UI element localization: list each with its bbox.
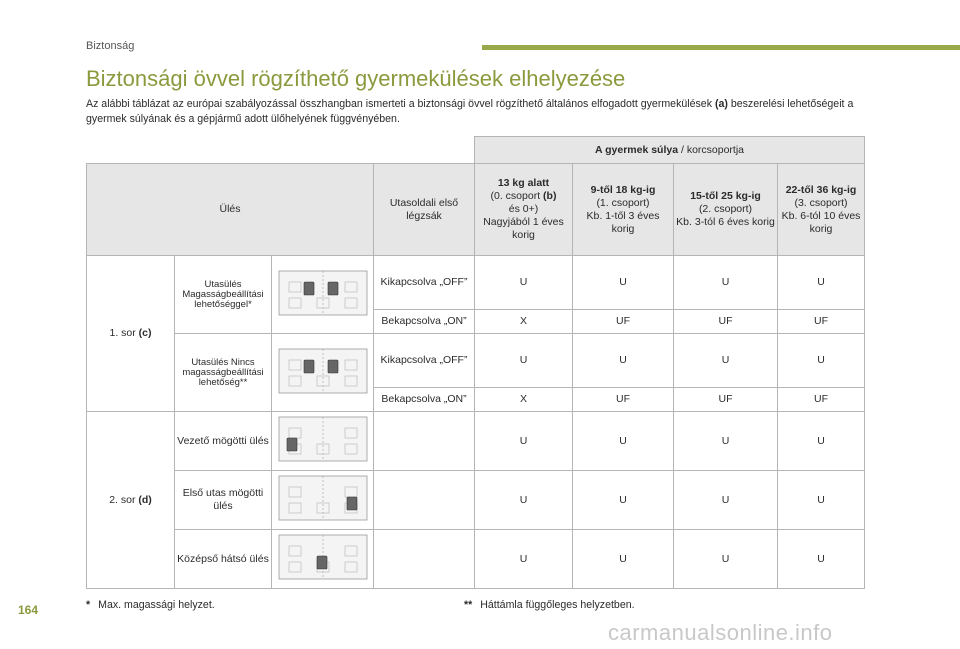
seat-value: U (573, 256, 674, 310)
car-seat-diagram-icon (275, 473, 371, 523)
seat-value: U (674, 530, 778, 589)
group1-header: 9-től 18 kg-ig (1. csoport) Kb. 1-től 3 éves korig (573, 164, 674, 256)
seat-column-header: Ülés (87, 164, 374, 256)
footnote-2: ** Háttámla függőleges helyzetben. (464, 599, 635, 611)
row2-label: 2. sor (d) (87, 412, 175, 589)
intro-part2: beszerelési lehetőségeit a gyermek súlyának és a gépjármű adott ülőhelyének függvényében. (86, 98, 854, 125)
car-seat-diagram-icon (275, 268, 371, 318)
airbag-empty (374, 412, 475, 471)
airbag-state: Kikapcsolva „OFF” (374, 256, 475, 310)
seat-value: U (475, 412, 573, 471)
seat-value: U (778, 256, 865, 310)
group3-header: 22-től 36 kg-ig (3. csoport) Kb. 6-tól 10 éves korig (778, 164, 865, 256)
group0-header: 13 kg alatt (0. csoport (b) és 0+) Nagyjából 1 éves korig (475, 164, 573, 256)
seat-diagram (272, 256, 374, 334)
seat-value: X (475, 310, 573, 334)
seat-value: U (778, 471, 865, 530)
row1-seat-label: Utasülés Nincs magasságbeállítási lehetőség** (175, 334, 272, 412)
airbag-column-header: Utasoldali első légzsák (374, 164, 475, 256)
seat-value: U (674, 471, 778, 530)
seat-diagram (272, 334, 374, 412)
header-blank (87, 137, 475, 164)
weight-group-header: A gyermek súlya / korcsoportja (475, 137, 865, 164)
page-title: Biztonsági övvel rögzíthető gyermekülések elhelyezése (86, 66, 626, 91)
seat-diagram (272, 471, 374, 530)
seat-value: U (674, 412, 778, 471)
seat-diagram (272, 412, 374, 471)
airbag-empty (374, 471, 475, 530)
car-seat-diagram-icon (275, 414, 371, 464)
row2-seat-label: Középső hátsó ülés (175, 530, 272, 589)
car-seat-diagram-icon (275, 532, 371, 582)
seat-value: U (475, 471, 573, 530)
seat-value: UF (573, 388, 674, 412)
airbag-state: Bekapcsolva „ON” (374, 310, 475, 334)
seat-value: U (475, 530, 573, 589)
row2-seat-label: Vezető mögötti ülés (175, 412, 272, 471)
seat-value: U (778, 412, 865, 471)
seat-value: U (573, 412, 674, 471)
seat-value: U (674, 256, 778, 310)
seat-value: UF (778, 388, 865, 412)
seat-value: U (573, 334, 674, 388)
seat-value: U (573, 471, 674, 530)
child-seat-table (86, 136, 865, 589)
seat-value: X (475, 388, 573, 412)
seat-value: UF (674, 310, 778, 334)
airbag-empty (374, 530, 475, 589)
intro-text (86, 97, 886, 127)
seat-value: U (778, 530, 865, 589)
airbag-state: Kikapcsolva „OFF” (374, 334, 475, 388)
seat-value: U (778, 334, 865, 388)
intro-part1: Az alábbi táblázat az európai szabályozással összhangban ismerteti a biztonsági övvel rögzíthető általános elfogadott gyermekülések (86, 98, 715, 110)
seat-value: UF (674, 388, 778, 412)
page-number: 164 (18, 603, 39, 617)
intro-ref: (a) (714, 98, 728, 110)
row1-seat-label: Utasülés Magasságbeállítási lehetőséggel* (175, 256, 272, 334)
seat-value: UF (778, 310, 865, 334)
group2-header: 15-től 25 kg-ig (2. csoport) Kb. 3-tól 6 éves korig (674, 164, 778, 256)
seat-value: U (674, 334, 778, 388)
footnote-1: * Max. magassági helyzet. (86, 599, 215, 611)
car-seat-diagram-icon (275, 346, 371, 396)
seat-value: U (573, 530, 674, 589)
watermark: carmanualsonline.info (608, 620, 833, 645)
seat-value: U (475, 334, 573, 388)
row1-label: 1. sor (c) (87, 256, 175, 412)
seat-diagram (272, 530, 374, 589)
airbag-state: Bekapcsolva „ON” (374, 388, 475, 412)
row2-seat-label: Első utas mögötti ülés (175, 471, 272, 530)
section-bar (482, 45, 960, 50)
seat-value: UF (573, 310, 674, 334)
seat-value: U (475, 256, 573, 310)
section-label: Biztonság (86, 40, 135, 52)
